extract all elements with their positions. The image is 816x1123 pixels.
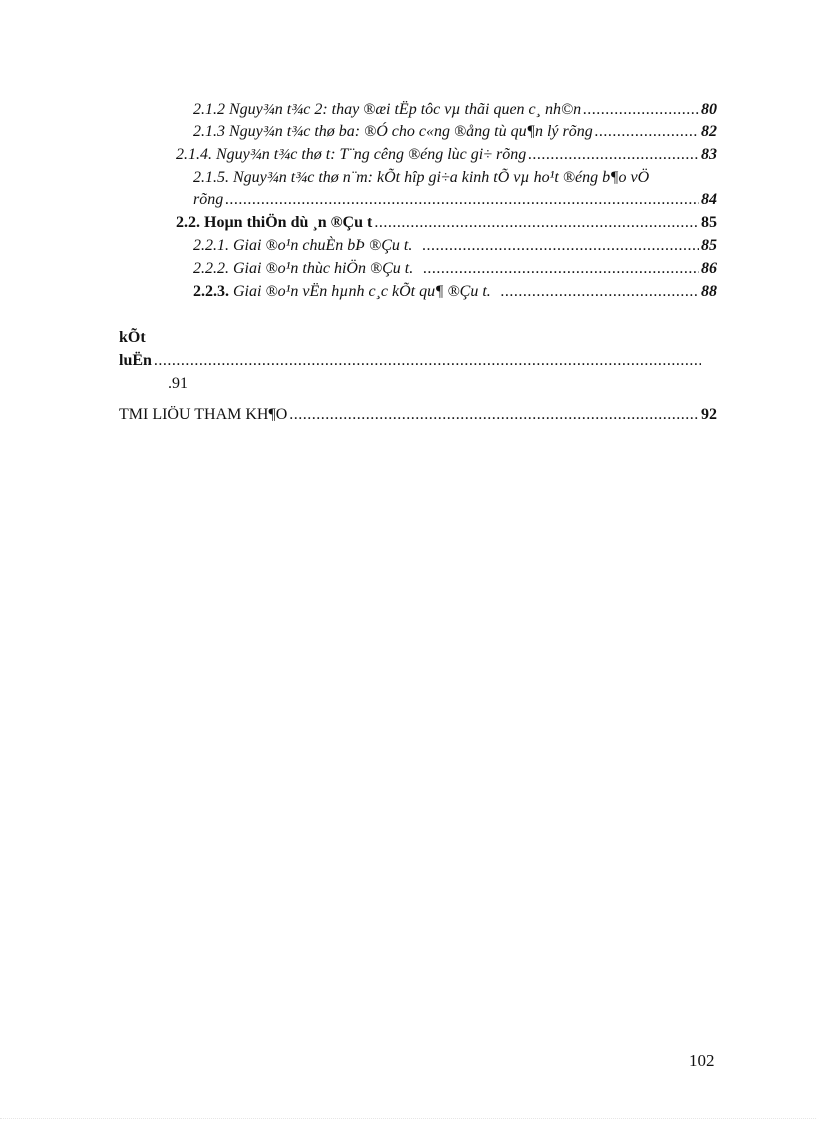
leader-dots	[225, 190, 699, 210]
toc-entry: 2.1.2 Nguy¾n t¾c 2: thay ®æi tËp tôc vµ thãi quen c¸ nh©n ..... 80	[193, 100, 717, 120]
toc-entry: 2.2.3. Giai ®o¹n vËn hµnh c¸c kÕt qu¶ ®Çu t. ..... 88	[193, 282, 717, 302]
leader-dots	[595, 122, 699, 142]
page-bottom-edge	[0, 1118, 816, 1119]
toc-page-number: 80	[701, 101, 717, 118]
toc-entry: luËn .....	[119, 351, 703, 371]
leader-dots	[289, 405, 699, 425]
leader-dots	[583, 100, 699, 120]
leader-dots	[374, 213, 699, 233]
toc-page-number: 82	[701, 123, 717, 140]
toc-page-number: 92	[701, 406, 717, 423]
toc-page-number: .91	[168, 375, 188, 392]
toc-entry: 2.2.1. Giai ®o¹n chuÈn bÞ ®Çu t. ..... 85	[193, 236, 717, 256]
toc-page-number: 84	[701, 191, 717, 208]
toc-entry: 2.1.4. Nguy¾n t¾c thø t: T¨ng cêng ®éng lùc gi÷ rõng ..... 83	[176, 145, 717, 165]
toc-entry: 2.2.2. Giai ®o¹n thùc hiÖn ®Çu t. ..... 86	[193, 259, 717, 279]
leader-dots	[423, 259, 699, 279]
toc-page-number: 83	[701, 146, 717, 163]
leader-dots	[528, 145, 699, 165]
toc-page-number: 85	[701, 237, 717, 254]
toc-entry: 2.2. Hoµn thiÖn dù ¸n ®Çu t ..... 85	[176, 213, 717, 233]
toc-entry: 2.1.3 Nguy¾n t¾c thø ba: ®Ó cho c«ng ®ång tù qu¶n lý rõng ..... 82	[193, 122, 717, 142]
leader-dots	[501, 282, 699, 302]
toc-page-number: 86	[701, 260, 717, 277]
leader-dots	[422, 236, 699, 256]
toc-entry: rõng ..... 84	[193, 190, 717, 210]
toc-entry: TMI LIÖU THAM KH¶O ..... 92	[119, 405, 717, 425]
leader-dots	[154, 351, 701, 371]
conclusion-heading: kÕt	[119, 329, 146, 346]
toc-page-number: 85	[701, 214, 717, 231]
toc-entry-title: 2.1.5. Nguy¾n t¾c thø n¨m: kÕt hîp gi÷a kinh tÕ vµ ho¹t ®éng b¶o vÖ	[193, 169, 650, 186]
page-number: 102	[689, 1051, 715, 1070]
toc-page-number: 88	[701, 283, 717, 300]
